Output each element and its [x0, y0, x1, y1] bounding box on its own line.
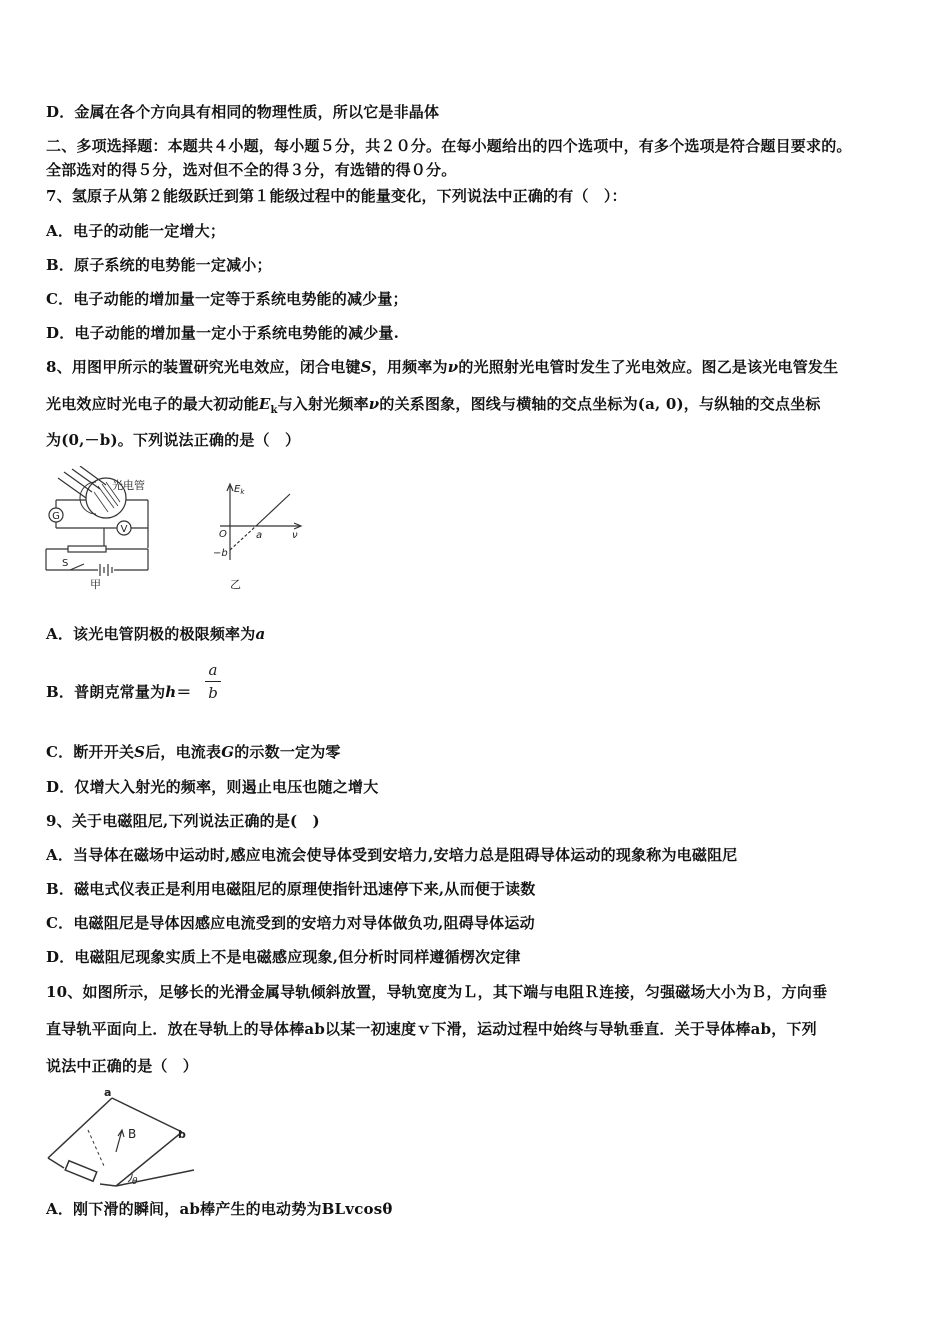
q7-option-c: C．电子动能的增加量一定等于系统电势能的减少量；	[46, 290, 408, 308]
graph-y-label: $E_k$	[234, 484, 245, 496]
galvanometer-label: G	[52, 511, 60, 522]
q8-option-c: C．断开开关S后，电流表G的示数一定为零	[46, 743, 341, 761]
figure-jia-circuit	[44, 466, 164, 590]
q8-option-b: B．普朗克常量为h＝	[46, 683, 192, 701]
graph-y-intercept-label: −b	[213, 548, 228, 559]
question-7: 7、氢原子从第２能级跃迁到第１能级过程中的能量变化，下列说法中正确的有（ ）：	[46, 187, 627, 205]
q7-option-a: A．电子的动能一定增大；	[46, 222, 226, 240]
phototube-label: 光电管	[112, 479, 145, 492]
figure-yi-graph	[208, 476, 308, 592]
figure-inclined-rails	[44, 1088, 204, 1192]
graph-line	[256, 494, 290, 526]
question-10-line2: 直导轨平面向上．放在导轨上的导体棒ab以某一初速度ｖ下滑，运动过程中始终与导轨垂直．关于导体棒ab，下列	[46, 1020, 817, 1038]
rail-label-b: b	[178, 1128, 186, 1141]
field-arrow-icon	[116, 1130, 122, 1152]
question-8-line1: 8、用图甲所示的装置研究光电效应，闭合电键S，用频率为ν的光照射光电管时发生了光电效应。图乙是该光电管发生	[46, 358, 839, 376]
figure-yi-caption: 乙	[230, 578, 241, 591]
question-10-line3: 说法中正确的是（ ）	[46, 1057, 199, 1075]
q7-option-d: D．电子动能的增加量一定小于系统电势能的减少量.	[46, 324, 400, 342]
q9-option-b: B．磁电式仪表正是利用电磁阻尼的原理使指针迅速停下来,从而便于读数	[46, 880, 536, 898]
graph-extrapolation	[230, 526, 256, 550]
voltmeter-label: V	[120, 524, 128, 535]
line-option-6d: D．金属在各个方向具有相同的物理性质，所以它是非晶体	[46, 103, 440, 121]
question-8-line3: 为(0,－b)。下列说法正确的是（ ）	[46, 431, 301, 449]
resistor-icon	[65, 1161, 97, 1182]
section-heading: 二、多项选择题：本题共４小题，每小题５分，共２０分。在每小题给出的四个选项中，有多个选项是符合题目要求的。	[46, 137, 852, 155]
fraction-a-over-b	[205, 660, 221, 703]
switch-label: S	[62, 558, 69, 569]
rail-label-a: a	[104, 1088, 112, 1099]
field-label: B	[128, 1127, 137, 1141]
figure-jia-caption: 甲	[90, 578, 101, 590]
question-9: 9、关于电磁阻尼,下列说法正确的是( )	[46, 812, 320, 830]
section-heading-cont: 全部选对的得５分，选对但不全的得３分，有选错的得０分。	[46, 161, 457, 179]
q7-option-b: B．原子系统的电势能一定减小；	[46, 256, 272, 274]
question-8-line2: 光电效应时光电子的最大初动能$E_k$与入射光频率ν的关系图象，图线与横轴的交点坐标为(a, 0)，与纵轴的交点坐标	[46, 395, 821, 416]
fraction-bar	[205, 681, 221, 682]
angle-label: θ	[132, 1177, 138, 1187]
fraction-numerator: a	[208, 661, 218, 679]
fraction-denominator: b	[208, 684, 218, 702]
q10-option-a: A．刚下滑的瞬间，ab棒产生的电动势为BLvcosθ	[46, 1200, 393, 1218]
q9-option-a: A．当导体在磁场中运动时,感应电流会使导体受到安培力,安培力总是阻碍导体运动的现象称为电磁阻尼	[46, 846, 738, 864]
q9-option-c: C．电磁阻尼是导体因感应电流受到的安培力对导体做负功,阻碍导体运动	[46, 914, 535, 932]
graph-x-intercept-label: a	[256, 530, 263, 541]
q8-option-a: A．该光电管阴极的极限频率为a	[46, 625, 266, 643]
graph-origin-label: O	[219, 529, 227, 540]
q9-option-d: D．电磁阻尼现象实质上不是电磁感应现象,但分析时同样遵循楞次定律	[46, 948, 521, 966]
graph-x-label: ν	[292, 530, 298, 541]
question-10-line1: 10、如图所示，足够长的光滑金属导轨倾斜放置，导轨宽度为Ｌ，其下端与电阻Ｒ连接，匀强磁场大小为Ｂ，方向垂	[46, 983, 828, 1001]
q8-option-d: D．仅增大入射光的频率，则遏止电压也随之增大	[46, 778, 379, 796]
